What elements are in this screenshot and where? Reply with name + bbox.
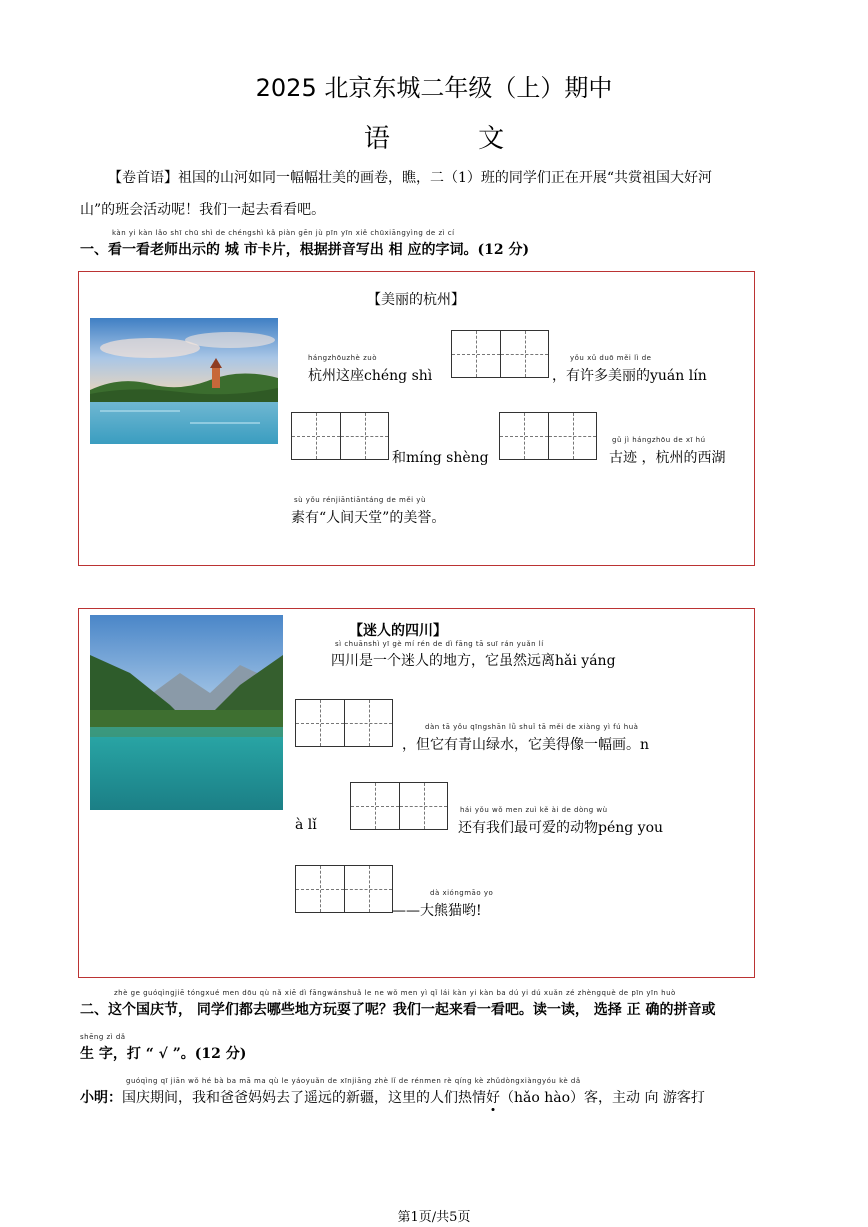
intro-line-1: 【卷首语】祖国的山河如同一幅幅壮美的画卷，瞧，二（1）班的同学们正在开展“共赏祖国大好河 (108, 170, 713, 186)
answer-box-pengyou[interactable] (295, 865, 393, 913)
q2-heading: 二、这个国庆节， 同学们都去哪些地方玩耍了呢？我们一起来看一看吧。读一读， 选择 正 确的拼音或 (80, 1002, 716, 1018)
xiaoming-text-b: （hǎo hào）客，主动 向 游客打 (500, 1090, 705, 1106)
answer-cell[interactable] (296, 700, 344, 746)
answer-cell[interactable] (399, 783, 447, 829)
card2-text-3a: à lǐ (295, 817, 317, 833)
answer-box-mingsheng[interactable] (499, 412, 597, 460)
card1-text-3: 和míng shèng (392, 450, 489, 466)
card2-pinyin-1: sì chuānshì yī gè mí rén de dì fāng tā suī rán yuǎn lí (335, 640, 544, 648)
answer-cell[interactable] (500, 331, 548, 377)
sichuan-card-title: 【迷人的四川】 (349, 623, 447, 639)
xiaoming-label: 小明： (80, 1090, 122, 1106)
xiaoming-text-a: 国庆期间，我和爸爸妈妈去了遥远的新疆，这里的人们热情 (122, 1090, 486, 1106)
document-title: 2025 北京东城二年级（上）期中 (255, 74, 613, 102)
card2-text-4: ——大熊猫哟! (392, 903, 482, 919)
page-number: 第1页/共5页 (397, 1210, 471, 1225)
card2-text-3: 还有我们最可爱的动物péng you (458, 820, 664, 836)
card2-pinyin-4: dà xióngmāo yo (430, 889, 494, 897)
xiaoming-line (80, 1087, 705, 1107)
answer-cell[interactable] (344, 700, 392, 746)
card1-pinyin-5: sù yǒu rénjiāntiāntáng de měi yù (294, 496, 426, 504)
west-lake-photo (90, 318, 278, 444)
answer-cell[interactable] (452, 331, 500, 377)
q2-heading-2: 生 字，打 “ √ ”。(12 分) (80, 1046, 247, 1062)
answer-cell[interactable] (296, 866, 344, 912)
q2-pinyin: zhè ge guóqìngjiē tóngxué men dōu qù nǎ xiē dì fāngwánshuǎ le ne wǒ men yì qǐ lái kàn yi kàn ba dú yi dú xuǎn zé zhèngquè de pīn yīn huò (114, 989, 676, 997)
card1-text-1: 杭州这座chéng shì (308, 368, 433, 384)
subject-title: 语 文 (363, 124, 545, 154)
card1-text-2: ，有许多美丽的yuán lín (552, 368, 707, 384)
hangzhou-card-title: 【美丽的杭州】 (367, 292, 465, 308)
card2-pinyin-3: hái yǒu wǒ men zuì kě ài de dòng wù (460, 806, 608, 814)
card1-pinyin-4: gǔ jì hángzhōu de xī hú (612, 436, 706, 444)
card2-pinyin-2: dàn tā yǒu qīngshān lǜ shuǐ tā měi de xiàng yì fú huà (425, 723, 639, 731)
answer-cell[interactable] (292, 413, 340, 459)
q2-pinyin-2: shēng zì dǎ (80, 1033, 126, 1041)
intro-paragraph (80, 162, 780, 226)
card1-text-4: 古迹 ，杭州的西湖 (609, 450, 726, 466)
sichuan-lake-photo (90, 615, 283, 810)
answer-box-nali[interactable] (350, 782, 448, 830)
answer-box-haiyang[interactable] (295, 699, 393, 747)
answer-cell[interactable] (340, 413, 388, 459)
card1-pinyin-1: hángzhōuzhè zuò (308, 354, 377, 362)
answer-box-yuanlin[interactable] (291, 412, 389, 460)
q1-heading: 一、看一看老师出示的 城 市卡片，根据拼音写出 相 应的字词。(12 分) (80, 242, 530, 258)
answer-cell[interactable] (351, 783, 399, 829)
intro-line-2: 山”的班会活动呢！我们一起去看看吧。 (80, 202, 326, 218)
answer-cell[interactable] (500, 413, 548, 459)
q1-pinyin: kàn yi kàn lǎo shī chū shì de chéngshì kǎ piàn gēn jù pīn yīn xiě chūxiāngyìng de zì cí (112, 229, 455, 237)
xiaoming-pinyin: guóqìng qī jiān wǒ hé bà ba mā ma qù le yáoyuǎn de xīnjiāng zhè lǐ de rénmen rè qíng kè zhǔdòngxiàngyóu kè dǎ (126, 1077, 581, 1085)
card2-text-1: 四川是一个迷人的地方，它虽然远离hǎi yáng (331, 653, 616, 669)
card1-pinyin-2: yǒu xǔ duō měi lì de (570, 354, 652, 362)
card2-text-2: ，但它有青山绿水，它美得像一幅画。n (402, 737, 650, 753)
answer-cell[interactable] (344, 866, 392, 912)
answer-box-chengshi[interactable] (451, 330, 549, 378)
card1-text-5: 素有“人间天堂”的美誉。 (291, 510, 446, 526)
xiaoming-dotted-char: 好 (486, 1090, 500, 1106)
answer-cell[interactable] (548, 413, 596, 459)
